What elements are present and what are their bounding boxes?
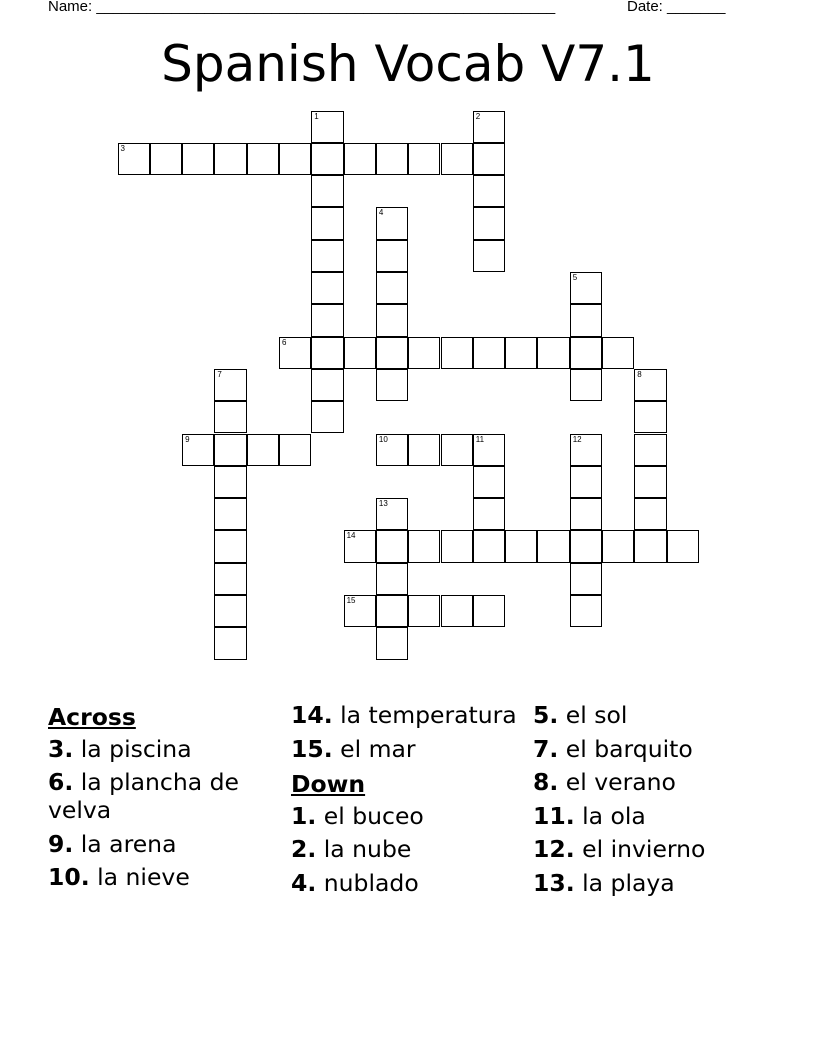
clue-down-11: 11. la ola — [533, 801, 646, 830]
grid-cell[interactable] — [311, 272, 343, 304]
grid-cell[interactable] — [473, 240, 505, 272]
clue-number: 1 — [314, 111, 319, 121]
grid-cell[interactable] — [441, 530, 473, 562]
grid-cell[interactable] — [505, 337, 537, 369]
grid-cell[interactable] — [214, 466, 246, 498]
down-heading: Down — [291, 770, 366, 798]
grid-cell[interactable] — [408, 143, 440, 175]
grid-cell[interactable] — [570, 530, 602, 562]
grid-cell[interactable] — [376, 143, 408, 175]
clue-across-14: 14. la temperatura — [291, 701, 517, 729]
grid-cell[interactable] — [311, 143, 343, 175]
grid-cell[interactable] — [214, 627, 246, 659]
grid-cell[interactable] — [570, 369, 602, 401]
grid-cell[interactable] — [214, 401, 246, 433]
grid-cell[interactable] — [376, 498, 408, 530]
clue-number: 6 — [282, 337, 287, 347]
grid-cell[interactable] — [279, 434, 311, 466]
clue-down-7: 7. el barquito — [533, 734, 693, 763]
clue-number: 14 — [346, 531, 356, 541]
grid-cell[interactable] — [311, 240, 343, 272]
grid-cell[interactable] — [182, 434, 214, 466]
clue-number: 8 — [637, 369, 642, 379]
grid-cell[interactable] — [214, 498, 246, 530]
grid-cell[interactable] — [376, 595, 408, 627]
clue-number: 13 — [378, 499, 388, 509]
grid-cell[interactable] — [279, 143, 311, 175]
grid-cell[interactable] — [214, 369, 246, 401]
grid-cell[interactable] — [376, 369, 408, 401]
across-heading: Across — [48, 703, 136, 731]
page-title: Spanish Vocab V7.1 — [161, 35, 655, 93]
grid-cell[interactable] — [473, 111, 505, 143]
grid-cell[interactable] — [247, 143, 279, 175]
grid-cell[interactable] — [376, 434, 408, 466]
grid-cell[interactable] — [311, 111, 343, 143]
clues-column-3 — [533, 701, 783, 902]
clue-number: 3 — [120, 143, 125, 153]
grid-cell[interactable] — [634, 530, 666, 562]
grid-cell[interactable] — [473, 595, 505, 627]
grid-cell[interactable] — [214, 143, 246, 175]
grid-cell[interactable] — [214, 530, 246, 562]
grid-cell[interactable] — [311, 175, 343, 207]
grid-cell[interactable] — [570, 498, 602, 530]
grid-cell[interactable] — [182, 143, 214, 175]
grid-cell[interactable] — [376, 563, 408, 595]
clue-across-9: 9. la arena — [48, 829, 177, 858]
clue-number: 5 — [572, 273, 578, 282]
grid-cell[interactable] — [408, 595, 440, 627]
grid-cell[interactable] — [279, 337, 311, 369]
grid-cell[interactable] — [441, 434, 473, 466]
grid-cell[interactable] — [473, 466, 505, 498]
clues-column-1 — [48, 701, 278, 897]
grid-cell[interactable] — [311, 304, 343, 336]
grid-cell[interactable] — [634, 498, 666, 530]
grid-cell[interactable] — [311, 401, 343, 433]
clue-number: 11 — [475, 434, 485, 444]
grid-cell[interactable] — [473, 434, 505, 466]
date-field: Date: _______ — [627, 0, 726, 15]
grid-cell[interactable] — [376, 530, 408, 562]
grid-cell[interactable] — [473, 143, 505, 175]
grid-cell[interactable] — [214, 595, 246, 627]
grid-cell[interactable] — [376, 337, 408, 369]
grid-cell[interactable] — [376, 627, 408, 659]
grid-cell[interactable] — [505, 530, 537, 562]
grid-cell[interactable] — [311, 369, 343, 401]
grid-cell[interactable] — [214, 434, 246, 466]
grid-cell[interactable] — [570, 272, 602, 304]
grid-cell[interactable] — [344, 530, 376, 562]
clue-number: 2 — [475, 111, 481, 121]
grid-cell[interactable] — [570, 563, 602, 595]
grid-cell[interactable] — [376, 240, 408, 272]
grid-cell[interactable] — [247, 434, 279, 466]
grid-cell[interactable] — [408, 530, 440, 562]
grid-cell[interactable] — [537, 337, 569, 369]
grid-cell[interactable] — [570, 434, 602, 466]
clue-number: 4 — [378, 208, 384, 218]
grid-cell[interactable] — [376, 207, 408, 239]
grid-cell[interactable] — [570, 337, 602, 369]
grid-cell[interactable] — [634, 434, 666, 466]
clue-down-4: 4. nublado — [291, 868, 419, 897]
clue-down-12: 12. el invierno — [533, 835, 706, 863]
grid-cell[interactable] — [311, 207, 343, 239]
grid-cell[interactable] — [602, 530, 634, 562]
clue-number: 10 — [378, 434, 388, 444]
clue-across-10: 10. la nieve — [48, 863, 190, 891]
grid-cell[interactable] — [537, 530, 569, 562]
grid-cell[interactable] — [570, 595, 602, 627]
grid-cell[interactable] — [214, 563, 246, 595]
clue-across-6: 6. la plancha de velva — [48, 768, 239, 824]
clue-number: 12 — [572, 434, 582, 444]
clue-across-15: 15. el mar — [291, 734, 416, 763]
clue-down-13: 13. la playa — [533, 868, 675, 897]
grid-cell[interactable] — [150, 143, 182, 175]
grid-cell[interactable] — [118, 143, 150, 175]
grid-cell[interactable] — [344, 337, 376, 369]
clue-across-3: 3. la piscina — [48, 734, 192, 763]
grid-cell[interactable] — [473, 337, 505, 369]
clue-number: 15 — [346, 596, 356, 605]
name-field: Name: _______________________________________________________ — [48, 0, 556, 15]
grid-cell[interactable] — [602, 337, 634, 369]
grid-cell[interactable] — [570, 304, 602, 336]
grid-cell[interactable] — [344, 143, 376, 175]
clue-down-1: 1. el buceo — [291, 801, 424, 830]
grid-cell[interactable] — [408, 337, 440, 369]
grid-cell[interactable] — [441, 143, 473, 175]
grid-cell[interactable] — [408, 434, 440, 466]
grid-cell[interactable] — [473, 498, 505, 530]
grid-cell[interactable] — [376, 304, 408, 336]
clue-number: 9 — [185, 434, 190, 444]
grid-cell[interactable] — [473, 175, 505, 207]
grid-cell[interactable] — [634, 466, 666, 498]
clue-down-2: 2. la nube — [291, 835, 412, 863]
grid-cell[interactable] — [441, 595, 473, 627]
clue-number: 7 — [217, 369, 222, 379]
grid-cell[interactable] — [634, 369, 666, 401]
clue-down-5: 5. el sol — [533, 701, 628, 729]
grid-cell[interactable] — [667, 530, 699, 562]
grid-cell[interactable] — [311, 337, 343, 369]
clue-down-8: 8. el verano — [533, 768, 676, 796]
grid-cell[interactable] — [344, 595, 376, 627]
grid-cell[interactable] — [570, 466, 602, 498]
grid-cell[interactable] — [473, 207, 505, 239]
grid-cell[interactable] — [473, 530, 505, 562]
clues-column-2 — [291, 701, 521, 902]
grid-cell[interactable] — [441, 337, 473, 369]
grid-cell[interactable] — [376, 272, 408, 304]
grid-cell[interactable] — [634, 401, 666, 433]
